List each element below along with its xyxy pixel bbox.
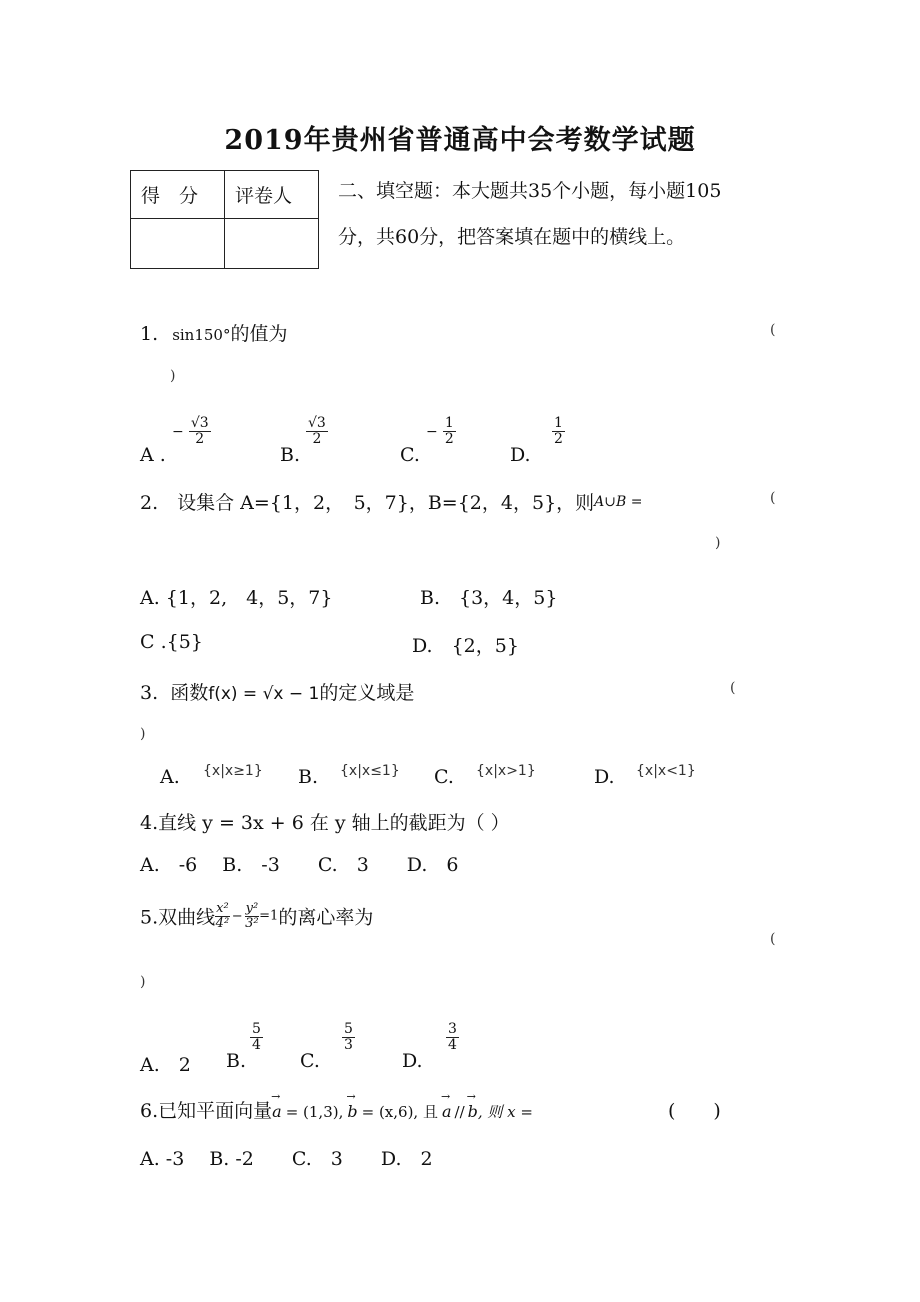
q5-answer-open: ( <box>770 931 776 947</box>
page-title: 2019年贵州省普通高中会考数学试题 <box>224 125 696 156</box>
q1-option-a-label: A . <box>140 444 166 466</box>
q3-option-d-label: D. <box>594 766 615 788</box>
q3-option-d: {x|x<1} <box>636 763 696 779</box>
question-4: 4.直线 y = 3x + 6 在 y 轴上的截距为（ ） <box>140 812 510 834</box>
q5-option-b-denominator: 4 <box>252 1037 261 1054</box>
q5-prefix: 5.双曲线 <box>140 906 216 929</box>
q3-option-b: {x|x≤1} <box>340 763 400 779</box>
q1-option-a <box>172 416 211 448</box>
q2-option-a: A. {1，2, 4，5，7} <box>140 587 333 609</box>
q2-expression: A∪B = <box>594 494 643 510</box>
q1-answer-open: ( <box>770 322 776 338</box>
q1-option-a-numerator: √3 <box>190 415 209 431</box>
q2-answer-close: ) <box>715 535 721 551</box>
q1-option-c <box>426 416 456 448</box>
question-3 <box>140 678 414 705</box>
q5-minus: − <box>231 908 243 924</box>
question-2 <box>140 488 642 515</box>
section-intro-line1: 二、填空题：本大题共35个小题，每小题105 <box>338 180 722 202</box>
q2-answer-open: ( <box>770 490 776 506</box>
q5-answer-close: ) <box>140 974 146 990</box>
q1-option-d-label: D. <box>510 444 531 466</box>
q2-text: 2. 设集合 A={1，2， 5，7}，B={2，4，5}，则 <box>140 492 595 514</box>
section-intro-line2: 分，共60分，把答案填在题中的横线上。 <box>338 226 686 248</box>
q1-option-a-sign: − <box>172 423 184 440</box>
q3-option-a-label: A. <box>160 766 180 788</box>
question-5 <box>140 902 373 930</box>
q6-vector-b: → b <box>347 1102 357 1121</box>
question-1 <box>140 319 288 346</box>
q1-option-b-denominator: 2 <box>312 431 322 448</box>
q5-y-numerator: y² <box>245 901 259 916</box>
q5-equals: =1 <box>259 908 279 924</box>
score-table <box>130 170 319 269</box>
q3-text-before: 函数 <box>170 682 209 704</box>
q3-text-after: 的定义域是 <box>319 682 415 704</box>
q6-a-value: = (1,3), <box>285 1103 344 1121</box>
q5-option-b <box>250 1022 263 1054</box>
q5-option-c <box>342 1022 355 1054</box>
q3-option-a: {x|x≥1} <box>203 763 263 779</box>
q1-text: 的值为 <box>230 323 288 345</box>
question-6 <box>140 1096 533 1123</box>
q3-function: f(x) = √x − 1 <box>208 684 320 704</box>
q1-option-d-denominator: 2 <box>554 431 563 448</box>
grader-cell[interactable] <box>225 219 319 269</box>
q5-option-c-numerator: 5 <box>344 1021 353 1037</box>
q1-option-d-numerator: 1 <box>554 415 563 431</box>
q6-b-value: = (x,6), 且 <box>361 1103 438 1121</box>
q2-option-d: D. {2，5} <box>412 635 519 657</box>
q6-answer-blank: ( ) <box>668 1100 721 1122</box>
grader-label: 评卷人 <box>225 171 319 219</box>
q1-option-c-sign: − <box>426 423 438 440</box>
q6-parallel-symbol: // <box>454 1103 465 1121</box>
q5-y-denominator: 3² <box>245 915 259 931</box>
q5-option-c-denominator: 3 <box>344 1037 353 1054</box>
q5-suffix: 的离心率为 <box>278 906 374 929</box>
q1-expression: sin150° <box>172 326 231 344</box>
q3-answer-open: ( <box>730 680 736 696</box>
q1-option-b-label: B. <box>280 444 301 466</box>
score-label: 得 分 <box>131 171 225 219</box>
q5-x-numerator: x² <box>216 901 229 916</box>
q5-option-c-label: C. <box>300 1050 320 1072</box>
score-cell[interactable] <box>131 219 225 269</box>
q5-option-d <box>446 1022 459 1054</box>
q3-option-b-label: B. <box>298 766 319 788</box>
q5-option-d-label: D. <box>402 1050 423 1072</box>
q1-option-c-denominator: 2 <box>444 431 454 448</box>
q6-vector-b-parallel: → b <box>468 1102 478 1121</box>
q1-option-a-denominator: 2 <box>195 431 205 448</box>
q3-answer-close: ) <box>140 726 146 742</box>
q5-option-b-numerator: 5 <box>252 1021 261 1037</box>
q1-number: 1. <box>140 323 159 345</box>
q1-option-b <box>306 416 328 448</box>
q2-option-c: C .{5} <box>140 631 203 653</box>
q6-prefix: 6.已知平面向量 <box>140 1100 273 1122</box>
q1-option-d <box>552 416 565 448</box>
q3-option-c: {x|x>1} <box>476 763 536 779</box>
q6-vector-a: → a <box>272 1102 282 1121</box>
q3-option-c-label: C. <box>434 766 454 788</box>
q6-options: A. -3 B. -2 C. 3 D. 2 <box>140 1148 433 1170</box>
q2-option-b: B. {3，4，5} <box>420 587 558 609</box>
q5-option-b-label: B. <box>226 1050 247 1072</box>
q1-answer-close: ) <box>170 368 176 384</box>
q5-option-d-numerator: 3 <box>448 1021 457 1037</box>
q1-option-c-numerator: 1 <box>444 415 454 431</box>
q1-option-b-numerator: √3 <box>308 415 326 431</box>
q5-x-denominator: 4² <box>215 915 230 931</box>
q6-vector-a-parallel: → a <box>442 1102 452 1121</box>
q3-number: 3. <box>140 682 159 704</box>
q1-option-c-label: C. <box>400 444 420 466</box>
q4-options: A. -6 B. -3 C. 3 D. 6 <box>140 854 459 876</box>
q5-option-a: A. 2 <box>140 1054 191 1076</box>
q5-option-d-denominator: 4 <box>448 1037 457 1054</box>
q6-tail: , 则 x = <box>477 1103 533 1121</box>
